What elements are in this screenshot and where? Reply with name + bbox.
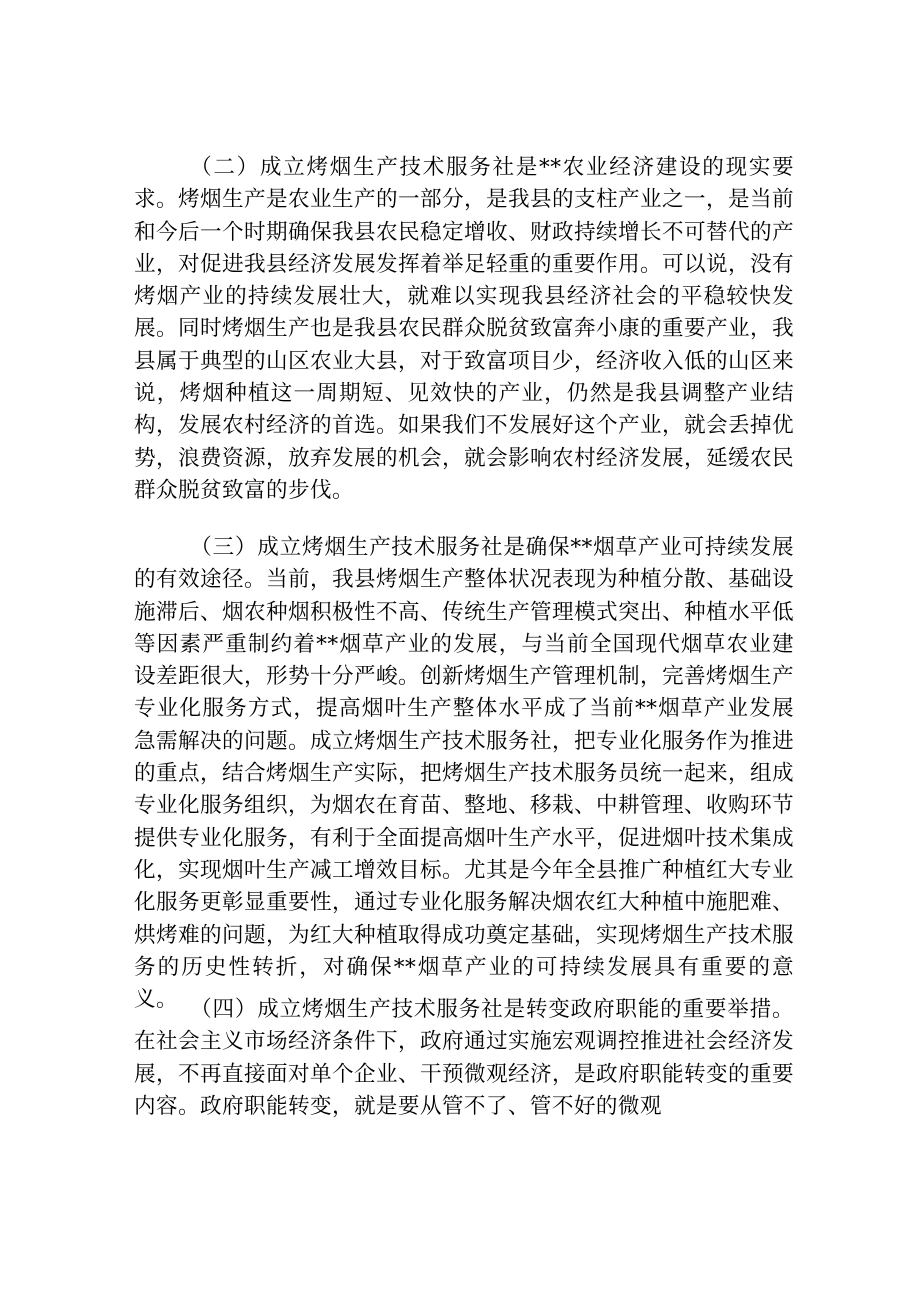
paragraph-4: （四）成立烤烟生产技术服务社是转变政府职能的重要举措。在社会主义市场经济条件下，政府通过实施宏观调控推进社会经济发展，不再直接面对单个企业、干预微观经济，是政府职能转变的重要内容。政府职能转变，就是要从管不了、管不好的微观 (134, 997, 794, 1119)
paragraph-3: （三）成立烤烟生产技术服务社是确保**烟草产业可持续发展的有效途径。当前，我县烤烟生产整体状况表现为种植分散、基础设施滞后、烟农种烟积极性不高、传统生产管理模式突出、种植水平低等因素严重制约着**烟草产业的发展，与当前全国现代烟草农业建设差距很大，形势十分严峻。创新烤烟生产管理机制，完善烤烟生产专业化服务方式，提高烟叶生产整体水平成了当前**烟草产业发展急需解决的问题。成立烤烟生产技术服务社，把专业化服务作为推进的重点，结合烤烟生产实际，把烤烟生产技术服务员统一起来，组成专业化服务组织，为烟农在育苗、整地、移栽、中耕管理、收购环节提供专业化服务，有利于全面提高烟叶生产水平，促进烟叶技术集成化，实现烟叶生产减工增效目标。尤其是今年全县推广种植红大专业化服务更彰显重要性，通过专业化服务解决烟农红大种植中施肥难、烘烤难的问题，为红大种植取得成功奠定基础，实现烤烟生产技术服务的历史性转折，对确保**烟草产业的可持续发展具有重要的意义。 (134, 535, 794, 1013)
paragraph-2: （二）成立烤烟生产技术服务社是**农业经济建设的现实要求。烤烟生产是农业生产的一部分，是我县的支柱产业之一，是当前和今后一个时期确保我县农民稳定增收、财政持续增长不可替代的产业，对促进我县经济发展发挥着举足轻重的重要作用。可以说，没有烤烟产业的持续发展壮大，就难以实现我县经济社会的平稳较快发展。同时烤烟生产也是我县农民群众脱贫致富奔小康的重要产业，我县属于典型的山区农业大县，对于致富项目少，经济收入低的山区来说，烤烟种植这一周期短、见效快的产业，仍然是我县调整产业结构，发展农村经济的首选。如果我们不发展好这个产业，就会丢掉优势，浪费资源，放弃发展的机会，就会影响农村经济发展，延缓农民群众脱贫致富的步伐。 (134, 155, 794, 503)
